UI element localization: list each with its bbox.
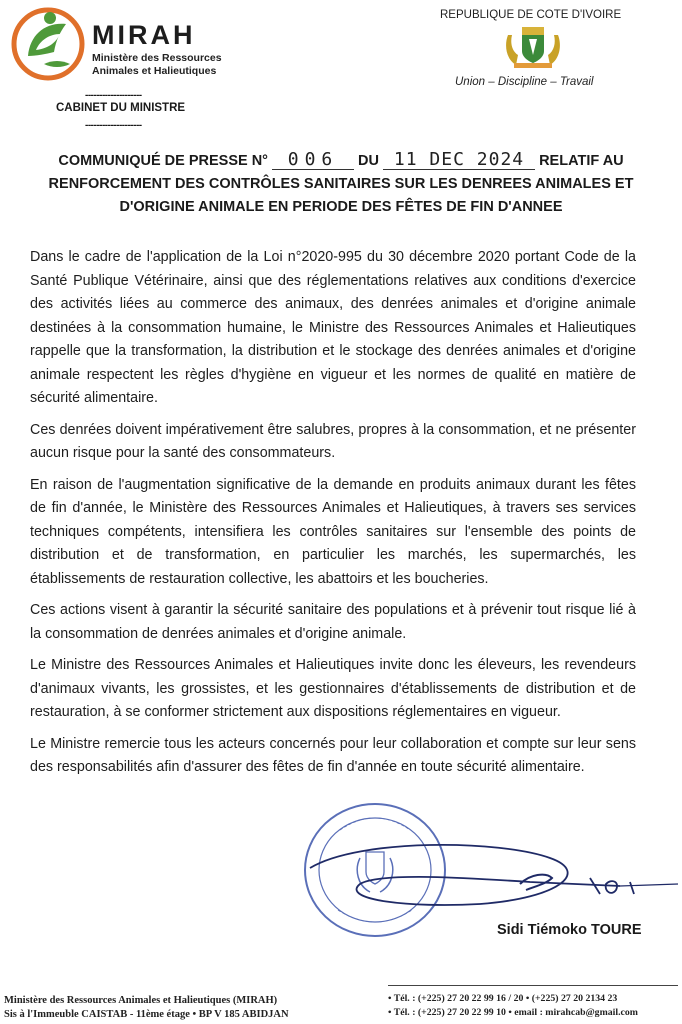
footer-divider xyxy=(388,985,678,986)
footer-address-line1: Ministère des Ressources Animales et Halieutiques (MIRAH) xyxy=(4,995,278,1006)
org-subtitle xyxy=(92,52,242,78)
document-title xyxy=(26,150,656,219)
paragraph-5: Le Ministre des Ressources Animales et Halieutiques invite donc les éleveurs, les revendeurs d'animaux vivants, les grossistes, et les gestionnaires d'établissements de distribution et de restauration, à se conformer strictement aux dispositions réglementaires en vigueur. xyxy=(30,657,636,720)
mirah-logo xyxy=(10,4,86,84)
paragraph-3: En raison de l'augmentation significative de la demande en produits animaux durant les fêtes de fin d'année, le Ministère des Ressources Animales et Halieutiques, à travers ses services techniques compétents, intensifiera les contrôles sanitaires sur l'ensemble des points de distribution et de transformation, en particulier les marchés, les supermarchés, les établissements de restauration collective, les abattoirs et les boucheries. xyxy=(30,476,636,587)
signature xyxy=(300,838,680,918)
footer-contact xyxy=(388,992,638,1020)
org-subtitle-line2: Animales et Halieutiques xyxy=(92,65,217,77)
paragraph-1: Dans le cadre de l'application de la Loi n°2020-995 du 30 décembre 2020 portant Code de la Santé Publique Vétérinaire, ainsi que des réglementations relatives aux conditions d'exercice des activités liées au commerce des animaux, des denrées animales et d'origine animale destinées à la consommation humaine, le Ministre des Ressources Animales et Halieutiques rappelle que la transformation, la distribution et le stockage des denrées animales et d'origine animale respectent les règles d'hygiène en vigueur et les normes de qualité en matière de sécurité alimentaire. xyxy=(30,249,636,406)
title-prefix: COMMUNIQUÉ DE PRESSE N° xyxy=(58,153,268,169)
signer-name: Sidi Tiémoko TOURE xyxy=(497,922,642,938)
title-du: DU xyxy=(358,153,379,169)
org-subtitle-line1: Ministère des Ressources xyxy=(92,52,222,64)
communique-date: 11 DEC 2024 xyxy=(383,151,535,170)
footer-contact-line1: • Tél. : (+225) 27 20 22 99 16 / 20 • (+225) 27 20 2134 23 xyxy=(388,993,618,1004)
footer-address-line2: Sis à l'Immeuble CAISTAB - 11ème étage • BP V 185 ABIDJAN xyxy=(4,1009,289,1020)
title-line-2: RENFORCEMENT DES CONTRÔLES SANITAIRES SUR LES DENREES ANIMALES ET xyxy=(48,176,634,192)
title-line-1 xyxy=(26,150,656,173)
coat-of-arms-icon xyxy=(500,25,566,69)
title-relatif: RELATIF AU xyxy=(539,153,624,169)
paragraph-6: Le Ministre remercie tous les acteurs concernés pour leur collaboration et compte sur leur sens des responsabilités afin d'assurer des fêtes de fin d'année en toute sécurité alimentaire. xyxy=(30,735,636,775)
republic-heading: REPUBLIQUE DE COTE D'IVOIRE xyxy=(440,9,622,21)
title-line-3: D'ORIGINE ANIMALE EN PERIODE DES FÊTES DE FIN D'ANNEE xyxy=(119,199,563,215)
communique-body xyxy=(30,246,636,788)
paragraph-2: Ces denrées doivent impérativement être salubres, propres à la consommation, et ne présenter aucun risque pour la santé des consommateurs. xyxy=(30,421,636,461)
footer-address xyxy=(4,994,289,1022)
cabinet-label: CABINET DU MINISTRE xyxy=(56,102,186,114)
org-name: MIRAH xyxy=(92,20,196,50)
footer-contact-line2: • Tél. : (+225) 27 20 22 99 10 • email : mirahcab@gmail.com xyxy=(388,1007,638,1018)
national-motto: Union – Discipline – Travail xyxy=(455,76,594,88)
paragraph-4: Ces actions visent à garantir la sécurité sanitaire des populations et à prévenir tout risque lié à la consommation de denrées animales et d'origine animale. xyxy=(30,602,636,642)
communique-number: 006 xyxy=(272,151,354,170)
separator-dashes-top: -------------------- xyxy=(85,90,142,101)
separator-dashes-bottom: -------------------- xyxy=(85,120,142,131)
